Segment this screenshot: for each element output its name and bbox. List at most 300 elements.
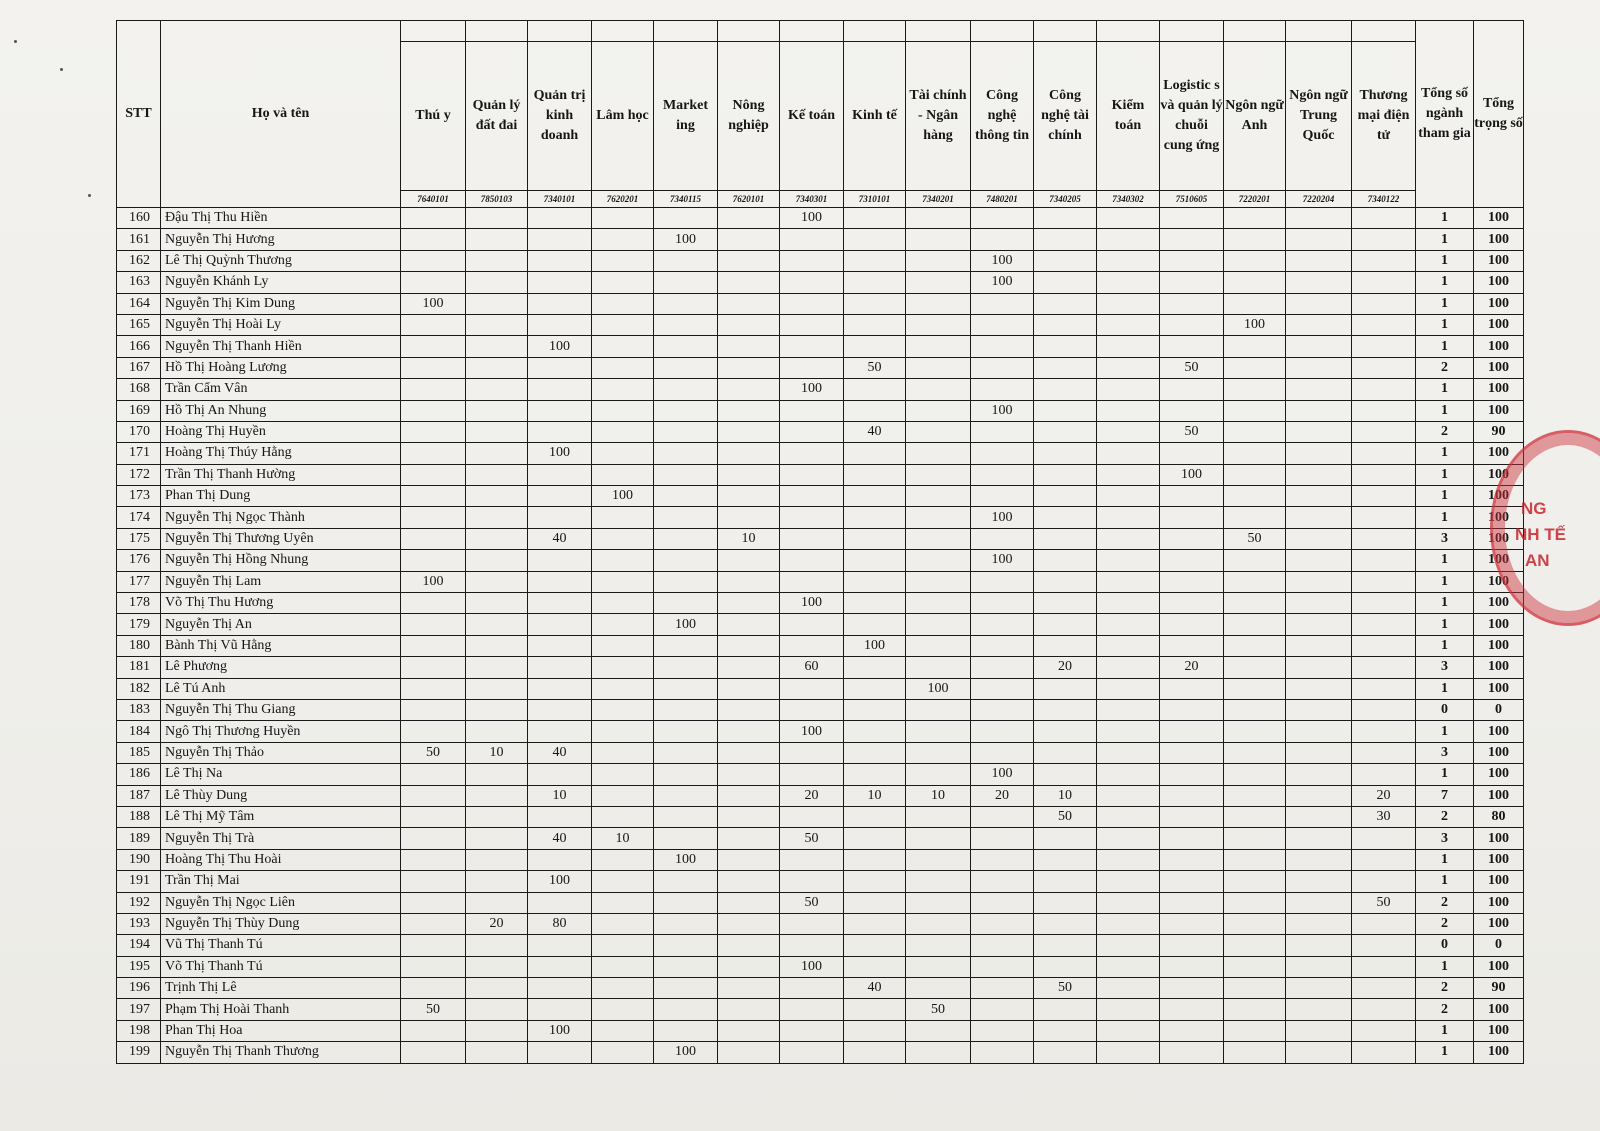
- row-stt: 177: [117, 571, 161, 592]
- row-score-cell: [592, 657, 654, 678]
- row-score-cell: [592, 550, 654, 571]
- row-score-cell: 100: [971, 507, 1034, 528]
- row-major-count: 1: [1416, 721, 1474, 742]
- row-score-cell: 10: [844, 785, 906, 806]
- row-score-cell: [971, 314, 1034, 335]
- row-score-cell: [1224, 229, 1286, 250]
- row-score-cell: [718, 956, 780, 977]
- row-score-cell: [1352, 208, 1416, 229]
- row-score-cell: [592, 913, 654, 934]
- row-major-count: 1: [1416, 678, 1474, 699]
- row-score-cell: [1286, 892, 1352, 913]
- row-stt: 178: [117, 593, 161, 614]
- row-score-cell: [1224, 978, 1286, 999]
- row-score-cell: [654, 464, 718, 485]
- row-major-count: 1: [1416, 635, 1474, 656]
- row-score-cell: [844, 443, 906, 464]
- row-score-cell: 100: [528, 336, 592, 357]
- row-major-count: 2: [1416, 913, 1474, 934]
- row-score-cell: [1160, 400, 1224, 421]
- row-score-cell: [971, 956, 1034, 977]
- row-score-cell: [718, 721, 780, 742]
- row-score-cell: [654, 678, 718, 699]
- row-score-cell: [654, 550, 718, 571]
- row-stt: 195: [117, 956, 161, 977]
- table-row: [117, 400, 1524, 421]
- row-score-cell: [906, 400, 971, 421]
- header-top-band: [466, 21, 528, 42]
- row-score-cell: [1224, 486, 1286, 507]
- row-score-cell: [906, 379, 971, 400]
- row-major-count: 1: [1416, 486, 1474, 507]
- row-score-cell: [1160, 571, 1224, 592]
- row-score-cell: [401, 892, 466, 913]
- row-score-cell: [401, 550, 466, 571]
- row-name: Lê Tú Anh: [161, 678, 401, 699]
- row-score-cell: [1286, 486, 1352, 507]
- row-score-cell: [1097, 528, 1160, 549]
- row-score-cell: [844, 892, 906, 913]
- row-name: Nguyễn Thị Thanh Thương: [161, 1042, 401, 1063]
- row-score-cell: 100: [844, 635, 906, 656]
- row-name: Nguyễn Thị Thanh Hiền: [161, 336, 401, 357]
- row-score-cell: [654, 421, 718, 442]
- row-score-cell: [528, 486, 592, 507]
- row-score-cell: [1160, 1020, 1224, 1041]
- row-score-cell: 10: [718, 528, 780, 549]
- header-code-7340101: 7340101: [528, 191, 592, 208]
- row-stt: 170: [117, 421, 161, 442]
- row-score-cell: 50: [780, 828, 844, 849]
- table-row: [117, 293, 1524, 314]
- row-stt: 187: [117, 785, 161, 806]
- header-major-7220201: Ngôn ngữ Anh: [1224, 42, 1286, 191]
- row-stt: 194: [117, 935, 161, 956]
- row-score-cell: [401, 400, 466, 421]
- row-score-cell: [466, 272, 528, 293]
- row-score-cell: [654, 357, 718, 378]
- row-score-cell: [1352, 486, 1416, 507]
- row-major-count: 2: [1416, 892, 1474, 913]
- row-score-cell: [971, 999, 1034, 1020]
- row-score-cell: [466, 314, 528, 335]
- row-major-count: 1: [1416, 293, 1474, 314]
- row-total-weight: 100: [1474, 507, 1524, 528]
- row-score-cell: [844, 614, 906, 635]
- row-score-cell: [906, 892, 971, 913]
- row-score-cell: [1286, 571, 1352, 592]
- row-score-cell: [1286, 293, 1352, 314]
- row-score-cell: [906, 528, 971, 549]
- row-score-cell: [401, 635, 466, 656]
- row-score-cell: [1352, 571, 1416, 592]
- row-score-cell: [401, 464, 466, 485]
- row-score-cell: [592, 208, 654, 229]
- row-score-cell: 100: [401, 571, 466, 592]
- row-major-count: 1: [1416, 379, 1474, 400]
- row-score-cell: [528, 400, 592, 421]
- row-score-cell: [1286, 336, 1352, 357]
- row-score-cell: [780, 550, 844, 571]
- row-score-cell: [906, 742, 971, 763]
- row-score-cell: 60: [780, 657, 844, 678]
- row-score-cell: [592, 721, 654, 742]
- row-score-cell: [718, 443, 780, 464]
- row-score-cell: 40: [528, 742, 592, 763]
- header-major-7340302: Kiểm toán: [1097, 42, 1160, 191]
- header-code-7640101: 7640101: [401, 191, 466, 208]
- row-score-cell: [592, 785, 654, 806]
- row-score-cell: [780, 293, 844, 314]
- row-score-cell: [971, 935, 1034, 956]
- row-score-cell: [1034, 999, 1097, 1020]
- row-name: Phạm Thị Hoài Thanh: [161, 999, 401, 1020]
- row-total-weight: 80: [1474, 806, 1524, 827]
- row-total-weight: 0: [1474, 699, 1524, 720]
- row-score-cell: 50: [1160, 421, 1224, 442]
- row-score-cell: [971, 528, 1034, 549]
- row-score-cell: [906, 828, 971, 849]
- row-score-cell: [654, 486, 718, 507]
- row-score-cell: [1352, 699, 1416, 720]
- row-score-cell: 100: [971, 400, 1034, 421]
- row-score-cell: [1097, 1020, 1160, 1041]
- row-score-cell: [1160, 742, 1224, 763]
- row-score-cell: [654, 250, 718, 271]
- row-score-cell: [592, 250, 654, 271]
- row-score-cell: 100: [654, 849, 718, 870]
- row-score-cell: [1224, 443, 1286, 464]
- row-score-cell: [1286, 828, 1352, 849]
- row-score-cell: [654, 1020, 718, 1041]
- row-score-cell: [592, 764, 654, 785]
- row-score-cell: [654, 528, 718, 549]
- header-code-7480201: 7480201: [971, 191, 1034, 208]
- row-name: Nguyễn Thị Hương: [161, 229, 401, 250]
- row-total-weight: 100: [1474, 593, 1524, 614]
- row-score-cell: [401, 913, 466, 934]
- row-stt: 172: [117, 464, 161, 485]
- table-row: [117, 635, 1524, 656]
- row-score-cell: [466, 806, 528, 827]
- table-row: [117, 593, 1524, 614]
- row-score-cell: [1352, 528, 1416, 549]
- row-score-cell: [844, 678, 906, 699]
- row-score-cell: [401, 699, 466, 720]
- row-score-cell: [1160, 699, 1224, 720]
- row-stt: 166: [117, 336, 161, 357]
- table-row: [117, 892, 1524, 913]
- table-row: [117, 229, 1524, 250]
- row-score-cell: [528, 764, 592, 785]
- row-name: Nguyễn Thị Kim Dung: [161, 293, 401, 314]
- row-score-cell: 50: [1034, 978, 1097, 999]
- header-top-band: [1286, 21, 1352, 42]
- header-top-band: [971, 21, 1034, 42]
- row-score-cell: [1286, 550, 1352, 571]
- row-score-cell: [1097, 785, 1160, 806]
- row-score-cell: [1160, 678, 1224, 699]
- row-score-cell: [1160, 379, 1224, 400]
- row-score-cell: [1224, 678, 1286, 699]
- row-score-cell: [1286, 678, 1352, 699]
- row-name: Nguyễn Thị Hồng Nhung: [161, 550, 401, 571]
- row-score-cell: [466, 464, 528, 485]
- row-score-cell: [466, 421, 528, 442]
- row-score-cell: [906, 764, 971, 785]
- row-score-cell: [1352, 956, 1416, 977]
- row-score-cell: [401, 336, 466, 357]
- row-score-cell: [466, 678, 528, 699]
- row-score-cell: [466, 956, 528, 977]
- header-code-7850103: 7850103: [466, 191, 528, 208]
- row-total-weight: 100: [1474, 229, 1524, 250]
- row-score-cell: [466, 250, 528, 271]
- row-score-cell: [1352, 507, 1416, 528]
- row-name: Nguyễn Thị Ngọc Thành: [161, 507, 401, 528]
- row-score-cell: [971, 229, 1034, 250]
- row-score-cell: [906, 229, 971, 250]
- row-score-cell: [592, 336, 654, 357]
- header-top-band: [780, 21, 844, 42]
- header-code-7510605: 7510605: [1160, 191, 1224, 208]
- row-score-cell: [1352, 1042, 1416, 1063]
- header-major-7340101: Quản trị kinh doanh: [528, 42, 592, 191]
- row-score-cell: [592, 528, 654, 549]
- row-total-weight: 100: [1474, 956, 1524, 977]
- row-score-cell: [780, 336, 844, 357]
- row-score-cell: [466, 550, 528, 571]
- header-top-band: [528, 21, 592, 42]
- header-major-7640101: Thú y: [401, 42, 466, 191]
- row-score-cell: [1286, 699, 1352, 720]
- table-row: [117, 507, 1524, 528]
- row-score-cell: [1224, 892, 1286, 913]
- row-score-cell: [401, 785, 466, 806]
- row-score-cell: [1224, 1042, 1286, 1063]
- row-score-cell: [1034, 250, 1097, 271]
- row-score-cell: [1160, 314, 1224, 335]
- table-row: [117, 806, 1524, 827]
- header-major-7340115: Market ing: [654, 42, 718, 191]
- header-code-7620201: 7620201: [592, 191, 654, 208]
- row-score-cell: [1034, 528, 1097, 549]
- row-score-cell: [780, 699, 844, 720]
- row-name: Hoàng Thị Thu Hoài: [161, 849, 401, 870]
- row-score-cell: [906, 293, 971, 314]
- header-code-7340201: 7340201: [906, 191, 971, 208]
- row-stt: 160: [117, 208, 161, 229]
- row-score-cell: [1286, 764, 1352, 785]
- row-score-cell: [971, 1042, 1034, 1063]
- row-major-count: 3: [1416, 657, 1474, 678]
- row-score-cell: [1352, 849, 1416, 870]
- row-score-cell: [1352, 635, 1416, 656]
- row-score-cell: [1034, 229, 1097, 250]
- row-score-cell: [1224, 208, 1286, 229]
- row-name: Hồ Thị An Nhung: [161, 400, 401, 421]
- row-score-cell: [780, 528, 844, 549]
- row-score-cell: [1352, 336, 1416, 357]
- header-major-7620201: Lâm học: [592, 42, 654, 191]
- row-score-cell: [401, 357, 466, 378]
- row-major-count: 1: [1416, 571, 1474, 592]
- header-count: Tổng số ngành tham gia: [1416, 21, 1474, 208]
- row-score-cell: [592, 806, 654, 827]
- row-score-cell: [718, 336, 780, 357]
- scan-speck: [60, 68, 63, 71]
- row-score-cell: 10: [906, 785, 971, 806]
- row-stt: 174: [117, 507, 161, 528]
- row-total-weight: 100: [1474, 614, 1524, 635]
- row-score-cell: [1160, 999, 1224, 1020]
- row-score-cell: [654, 999, 718, 1020]
- row-score-cell: [1352, 400, 1416, 421]
- row-score-cell: 100: [1224, 314, 1286, 335]
- row-score-cell: [1160, 614, 1224, 635]
- row-score-cell: 100: [971, 550, 1034, 571]
- row-total-weight: 100: [1474, 208, 1524, 229]
- row-score-cell: [844, 657, 906, 678]
- row-score-cell: [718, 1020, 780, 1041]
- row-major-count: 0: [1416, 699, 1474, 720]
- row-score-cell: [971, 871, 1034, 892]
- row-score-cell: [1286, 421, 1352, 442]
- row-score-cell: [528, 635, 592, 656]
- row-score-cell: [844, 250, 906, 271]
- row-total-weight: 100: [1474, 1020, 1524, 1041]
- row-score-cell: [1224, 336, 1286, 357]
- row-score-cell: [466, 935, 528, 956]
- scan-speck: [14, 40, 17, 43]
- row-major-count: 1: [1416, 464, 1474, 485]
- row-score-cell: [466, 699, 528, 720]
- row-total-weight: 100: [1474, 657, 1524, 678]
- row-score-cell: [844, 571, 906, 592]
- header-top-band: [401, 21, 466, 42]
- row-score-cell: [528, 464, 592, 485]
- row-score-cell: 80: [528, 913, 592, 934]
- row-score-cell: [844, 721, 906, 742]
- row-score-cell: [1034, 699, 1097, 720]
- row-score-cell: [654, 742, 718, 763]
- row-score-cell: [528, 892, 592, 913]
- row-stt: 171: [117, 443, 161, 464]
- row-score-cell: [971, 336, 1034, 357]
- row-score-cell: [528, 999, 592, 1020]
- row-score-cell: [844, 828, 906, 849]
- row-score-cell: [971, 293, 1034, 314]
- row-total-weight: 100: [1474, 571, 1524, 592]
- row-stt: 163: [117, 272, 161, 293]
- row-score-cell: [1097, 635, 1160, 656]
- row-score-cell: [654, 956, 718, 977]
- row-score-cell: [1224, 828, 1286, 849]
- row-total-weight: 90: [1474, 978, 1524, 999]
- row-score-cell: [718, 400, 780, 421]
- row-score-cell: [1160, 849, 1224, 870]
- row-score-cell: [654, 721, 718, 742]
- row-score-cell: [1352, 421, 1416, 442]
- row-score-cell: [906, 443, 971, 464]
- row-score-cell: [780, 678, 844, 699]
- row-score-cell: [466, 528, 528, 549]
- row-score-cell: [592, 293, 654, 314]
- row-score-cell: [654, 400, 718, 421]
- row-score-cell: [718, 849, 780, 870]
- row-score-cell: [1286, 1020, 1352, 1041]
- header-code-7340301: 7340301: [780, 191, 844, 208]
- row-score-cell: 100: [780, 956, 844, 977]
- row-score-cell: [466, 507, 528, 528]
- row-score-cell: [1352, 721, 1416, 742]
- row-score-cell: [780, 486, 844, 507]
- row-score-cell: [780, 742, 844, 763]
- row-score-cell: [1160, 550, 1224, 571]
- row-score-cell: [1097, 486, 1160, 507]
- row-score-cell: [528, 421, 592, 442]
- row-score-cell: [1097, 357, 1160, 378]
- row-score-cell: [1034, 400, 1097, 421]
- row-score-cell: [718, 208, 780, 229]
- row-score-cell: [718, 678, 780, 699]
- row-total-weight: 100: [1474, 635, 1524, 656]
- row-total-weight: 100: [1474, 871, 1524, 892]
- row-score-cell: [844, 806, 906, 827]
- table-row: [117, 978, 1524, 999]
- header-code-7220201: 7220201: [1224, 191, 1286, 208]
- row-score-cell: [1352, 443, 1416, 464]
- row-score-cell: [718, 229, 780, 250]
- row-score-cell: [1224, 379, 1286, 400]
- row-score-cell: 50: [844, 357, 906, 378]
- row-score-cell: [844, 400, 906, 421]
- row-score-cell: [844, 1042, 906, 1063]
- row-score-cell: [718, 635, 780, 656]
- row-score-cell: [718, 550, 780, 571]
- row-score-cell: [1224, 699, 1286, 720]
- row-total-weight: 100: [1474, 314, 1524, 335]
- row-score-cell: 20: [1352, 785, 1416, 806]
- row-score-cell: [1286, 849, 1352, 870]
- stamp-text-line: NG: [1521, 499, 1547, 518]
- row-score-cell: [1160, 785, 1224, 806]
- table-row: [117, 250, 1524, 271]
- row-score-cell: [592, 935, 654, 956]
- row-score-cell: [780, 464, 844, 485]
- row-score-cell: [906, 657, 971, 678]
- row-name: Nguyễn Thị Lam: [161, 571, 401, 592]
- row-score-cell: [718, 421, 780, 442]
- row-score-cell: [528, 229, 592, 250]
- row-name: Nguyễn Thị Thương Uyên: [161, 528, 401, 549]
- row-total-weight: 100: [1474, 400, 1524, 421]
- row-name: Trịnh Thị Lê: [161, 978, 401, 999]
- row-score-cell: [401, 208, 466, 229]
- row-score-cell: [906, 1042, 971, 1063]
- row-stt: 173: [117, 486, 161, 507]
- row-score-cell: [1160, 293, 1224, 314]
- row-score-cell: [1097, 443, 1160, 464]
- row-score-cell: 40: [528, 528, 592, 549]
- row-score-cell: [1286, 464, 1352, 485]
- row-score-cell: [654, 699, 718, 720]
- row-score-cell: [1097, 935, 1160, 956]
- row-name: Lê Thị Na: [161, 764, 401, 785]
- row-score-cell: [844, 999, 906, 1020]
- row-score-cell: 100: [780, 208, 844, 229]
- row-name: Nguyễn Thị Thu Giang: [161, 699, 401, 720]
